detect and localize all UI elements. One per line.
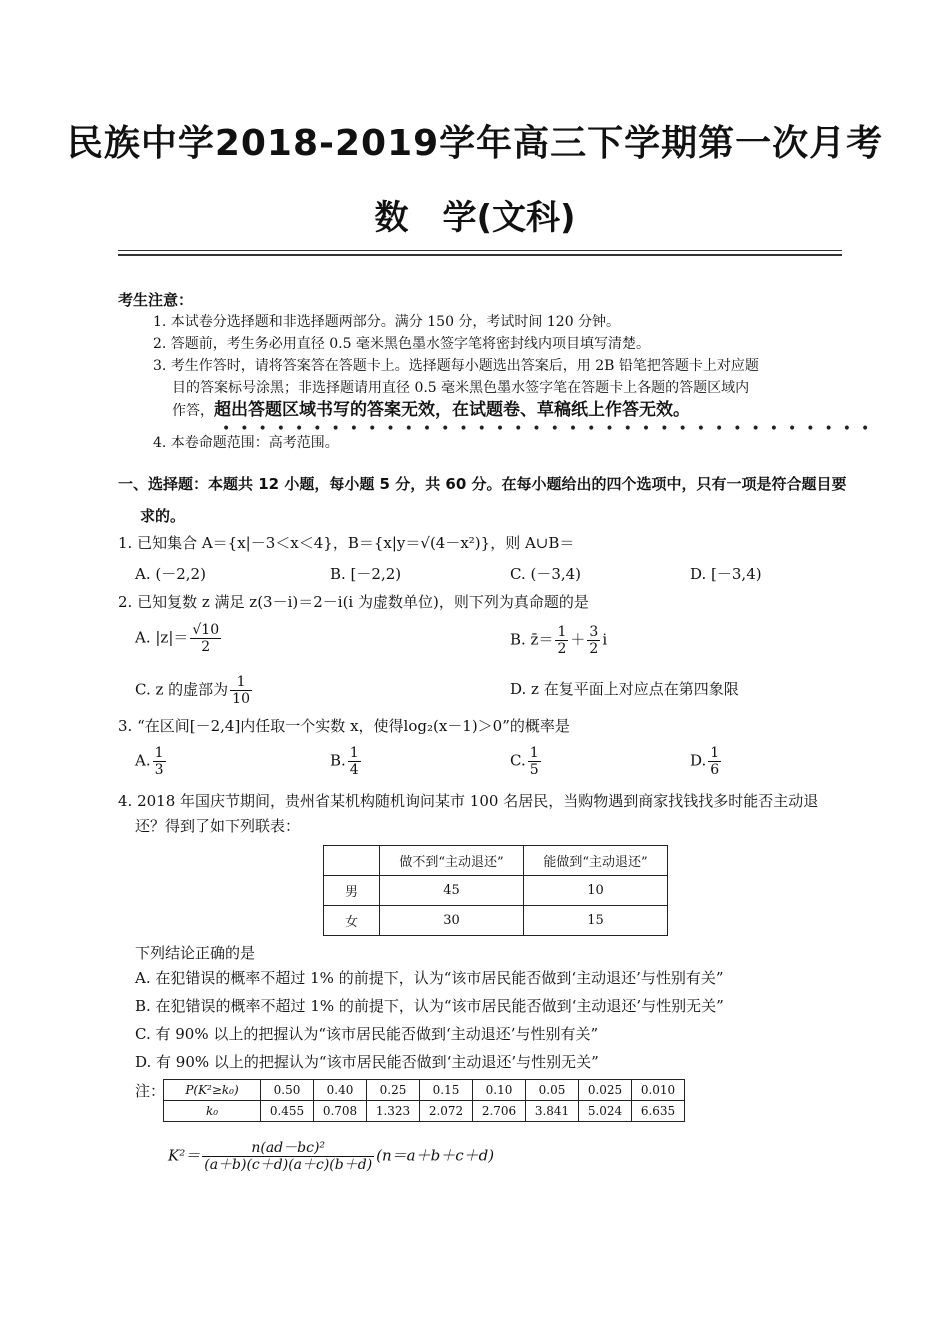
contingency-cell: 30 [380,906,524,936]
contingency-row [324,876,668,906]
critical-value-cell: 1.323 [367,1101,420,1122]
q3-d-fraction [708,745,721,778]
q2-c-prefix: C. z 的虚部为 [135,680,229,699]
q3-a-label: A. [135,751,151,770]
probability-row-head: P(K²≥k₀) [164,1080,261,1101]
critical-value-cell: 2.706 [473,1101,526,1122]
q3-b-fraction [348,745,361,778]
formula-lhs: K²＝ [168,1146,201,1165]
notice-item-3-emphasis: 超出答题区域书写的答案无效，在试题卷、草稿纸上作答无效。 [214,400,690,420]
q1-option-c: C. (－3,4) [510,565,582,583]
q2-a-numerator: √10 [192,622,220,638]
q3-a-numerator: 1 [154,745,164,761]
q2-c-fraction [230,674,252,707]
contingency-col-header: 做不到“主动退还” [380,846,524,876]
q2-c-denominator: 10 [232,691,250,707]
notice-item-3-line-3 [172,399,690,422]
formula-numerator: n(ad－bc)² [202,1140,374,1157]
notice-heading: 考生注意： [118,291,194,309]
q1-stem: 1. 已知集合 A＝{x|－3＜x＜4}，B＝{x|y＝√(4－x²)}，则 A∪B＝ [118,534,575,552]
probability-cell: 0.40 [314,1080,367,1101]
contingency-cell: 45 [380,876,524,906]
q3-d-denominator: 6 [710,762,720,778]
contingency-row [324,906,668,936]
q2-b-fraction-2 [587,624,600,657]
probability-cell: 0.05 [526,1080,579,1101]
section-heading-line-1: 一、选择题：本题共 12 小题，每小题 5 分，共 60 分。在每小题给出的四个选项中，只有一项是符合题目要 [118,475,847,493]
q3-option-c [510,745,543,778]
section-heading-line-2: 求的。 [140,507,186,525]
q4-stem-line-1: 4. 2018 年国庆节期间，贵州省某机构随机询问某市 100 名居民，当购物遇到商家找钱找多时能否主动退 [118,792,819,810]
q1-option-a: A. (－2,2) [135,565,206,583]
k-squared-formula [168,1140,494,1173]
q2-b-numerator-1: 1 [557,624,567,640]
q3-stem: 3. “在区间[－2,4]内任取一个实数 x，使得log₂(x－1)＞0”的概率是 [118,717,570,735]
critical-value-cell: 2.072 [420,1101,473,1122]
q2-a-fraction [190,622,221,655]
q2-b-prefix: B. z̄＝ [510,630,554,649]
q3-option-a [135,745,168,778]
q3-b-denominator: 4 [349,762,359,778]
critical-value-table [163,1079,685,1122]
formula-rhs: (n＝a＋b＋c＋d) [376,1146,495,1165]
q3-option-d [690,745,723,778]
emphasis-dots: •••••••••••••••••••••••••••••••••••• [222,421,880,437]
q4-option-c: C. 有 90% 以上的把握认为“该市居民能否做到‘主动退还’与性别有关” [135,1025,599,1043]
q2-option-d: D. z 在复平面上对应点在第四象限 [510,680,739,698]
contingency-col-header: 能做到“主动退还” [524,846,668,876]
critical-value-cell: 5.024 [579,1101,632,1122]
critical-value-cell: 0.455 [261,1101,314,1122]
q2-a-denominator: 2 [201,639,211,655]
page-title: 民族中学2018-2019学年高三下学期第一次月考 [66,123,884,164]
critical-value-cell: 6.635 [632,1101,685,1122]
q2-c-numerator: 1 [230,674,252,691]
q3-a-denominator: 3 [154,762,164,778]
q4-prompt: 下列结论正确的是 [135,944,256,962]
q4-option-b: B. 在犯错误的概率不超过 1% 的前提下，认为“该市居民能否做到‘主动退还’与性别无关” [135,997,724,1015]
q2-option-b [510,624,607,657]
q3-c-numerator: 1 [529,745,539,761]
contingency-header-row [324,846,668,876]
q2-stem: 2. 已知复数 z 满足 z(3－i)＝2－i(i 为虚数单位)，则下列为真命题的是 [118,593,589,611]
contingency-corner-cell [324,846,380,876]
formula-denominator: (a＋b)(c＋d)(a＋c)(b＋d) [204,1157,373,1173]
probability-cell: 0.25 [367,1080,420,1101]
probability-cell: 0.50 [261,1080,314,1101]
q4-option-a: A. 在犯错误的概率不超过 1% 的前提下，认为“该市居民能否做到‘主动退还’与性别有关” [135,969,724,987]
contingency-row-label: 女 [324,906,380,936]
critical-value-row-head: k₀ [164,1101,261,1122]
critical-value-row [164,1101,685,1122]
q4-option-d: D. 有 90% 以上的把握认为“该市居民能否做到‘主动退还’与性别无关” [135,1053,599,1071]
q3-b-numerator: 1 [349,745,359,761]
probability-cell: 0.010 [632,1080,685,1101]
notice-item-4: 4. 本卷命题范围：高考范围。 [153,435,339,451]
title-rule-bottom [118,254,842,256]
contingency-cell: 10 [524,876,668,906]
probability-cell: 0.15 [420,1080,473,1101]
contingency-cell: 15 [524,906,668,936]
notice-item-3-line-1: 3. 考生作答时，请将答案答在答题卡上。选择题每小题选出答案后，用 2B 铅笔把答题卡上对应题 [153,358,759,374]
q2-a-prefix: A. |z|＝ [135,628,189,647]
q1-option-b: B. [－2,2) [330,565,402,583]
notice-item-3-prefix: 作答， [172,403,214,419]
q3-b-label: B. [330,751,346,770]
notice-item-1: 1. 本试卷分选择题和非选择题两部分。满分 150 分，考试时间 120 分钟。 [153,314,621,330]
contingency-row-label: 男 [324,876,380,906]
q2-b-denominator-2: 2 [589,641,599,657]
q2-b-plus: ＋ [570,630,586,649]
critical-value-cell: 3.841 [526,1101,579,1122]
q2-option-a [135,622,223,655]
q3-d-label: D. [690,751,707,770]
notice-item-3-line-2: 目的答案标号涂黑；非选择题请用直径 0.5 毫米黑色墨水签字笔在答题卡上各题的答题区域内 [172,380,750,396]
note-label: 注： [135,1082,166,1100]
contingency-table [323,845,668,936]
q3-c-fraction [528,745,541,778]
q4-stem-line-2: 还？得到了如下列联表： [135,817,301,835]
q3-option-b [330,745,363,778]
q2-b-fraction-1 [555,624,568,657]
subject-title: 数 学(文科) [374,198,576,238]
title-rule-top [118,250,842,251]
q3-a-fraction [153,745,166,778]
formula-fraction [202,1140,374,1173]
probability-row [164,1080,685,1101]
q3-c-denominator: 5 [529,762,539,778]
q3-d-numerator: 1 [710,745,720,761]
q2-b-denominator-1: 2 [557,641,567,657]
q2-b-suffix: i [602,630,608,649]
q3-c-label: C. [510,751,526,770]
critical-value-cell: 0.708 [314,1101,367,1122]
q1-option-d: D. [－3,4) [690,565,762,583]
probability-cell: 0.10 [473,1080,526,1101]
q2-b-numerator-2: 3 [589,624,599,640]
probability-cell: 0.025 [579,1080,632,1101]
q2-option-c [135,674,254,707]
notice-item-2: 2. 答题前，考生务必用直径 0.5 毫米黑色墨水签字笔将密封线内项目填写清楚。 [153,336,650,352]
